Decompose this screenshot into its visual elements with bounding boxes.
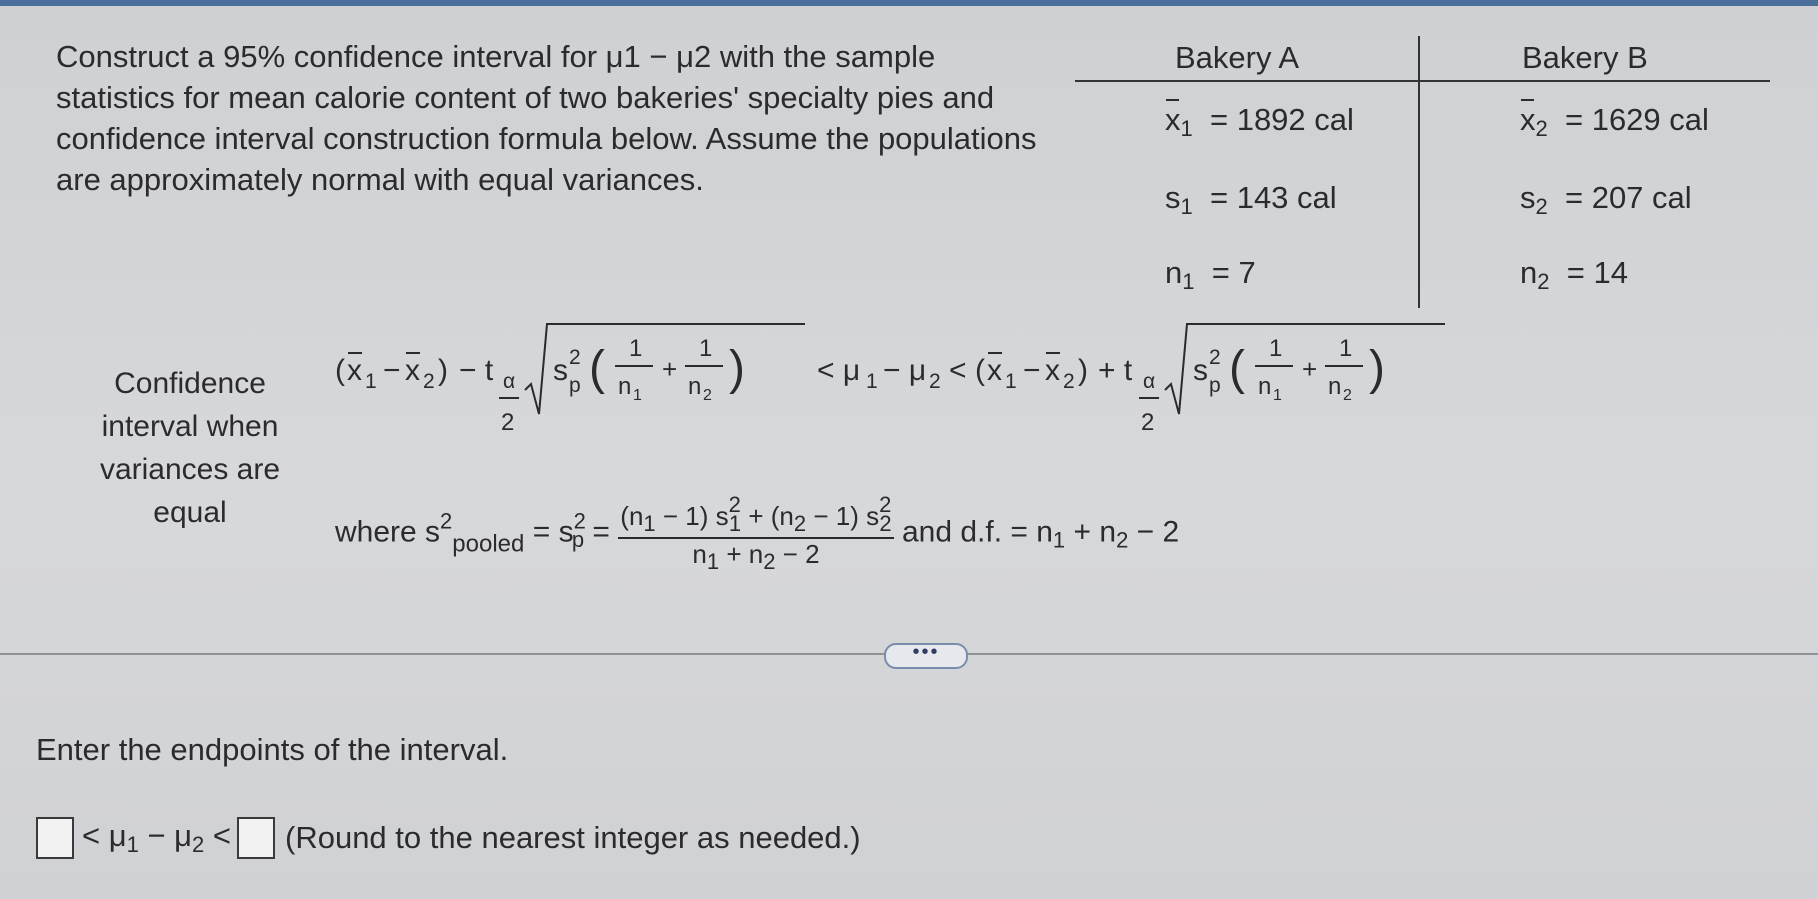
svg-text:(: ( [335,354,345,387]
svg-text:2: 2 [1209,346,1221,369]
svg-text:1: 1 [699,335,713,362]
prompt-text: Enter the endpoints of the interval. [36,732,509,767]
round-note: (Round to the nearest integer as needed.) [285,820,861,855]
svg-text:1: 1 [866,370,878,393]
svg-text:): ) [729,342,745,395]
svg-text:2: 2 [1141,409,1155,436]
pooled-variance-formula: where $s^2_{pooled} = s^2_p$ = $\frac{(n_1 - 1) s^2_1 + (n_2 - 1) s^2_2}{n_1 + n_2 - 2}$ and d.f. = $n_1 + n_2 - 2$ [335,492,1180,574]
bakery-a-n: $n_1 = 7$ [1165,255,1256,294]
svg-text:−: − [1023,354,1041,387]
svg-text:1: 1 [1005,370,1017,393]
svg-text:2: 2 [423,370,435,393]
ci-formula [335,318,1475,443]
svg-text:2: 2 [703,387,712,404]
svg-text:2: 2 [501,409,515,436]
svg-text:2: 2 [929,370,941,393]
svg-text:): ) [1369,342,1385,395]
svg-text:1: 1 [633,387,642,404]
svg-text:+ t: + t [1098,354,1133,387]
svg-text:(: ( [975,354,985,387]
svg-text:− μ: − μ [883,354,927,387]
svg-text:(: ( [589,342,605,395]
bakery-a-header: Bakery A [1175,40,1300,75]
svg-text:1: 1 [1273,387,1282,404]
table-column-rule [1418,36,1420,308]
svg-text:x: x [405,354,420,387]
svg-text:−: − [383,354,401,387]
bakery-b-sd: $s_2 = 207$ cal [1520,180,1692,219]
svg-text:+: + [662,354,678,384]
svg-text:− t: − t [459,354,494,387]
svg-text:α: α [1143,370,1156,393]
answer-inequality: < $\mu_1 - \mu_2$ < [82,818,231,857]
show-more-button[interactable]: ••• [884,643,968,669]
svg-text:): ) [438,354,448,387]
svg-text:1: 1 [1269,335,1283,362]
svg-text:s: s [1193,354,1208,387]
svg-text:s: s [553,354,568,387]
svg-text:p: p [569,374,581,397]
svg-text:< μ: < μ [817,354,861,387]
answer-row [36,815,861,861]
svg-text:1: 1 [629,335,643,362]
svg-text:n: n [688,373,702,400]
bakery-b-mean: $x_2 = 1629$ cal [1520,102,1709,141]
svg-text:2: 2 [1343,387,1352,404]
svg-text:n: n [618,373,632,400]
problem-statement: Construct a 95% confidence interval for μ1 − μ2 with the sample statistics for mean calorie content of two bakeries' specialty pies and confidence interval construction formula below. Assume the populations are approximately normal with equal variances. [56,39,1037,197]
svg-text:): ) [1078,354,1088,387]
svg-text:x: x [987,354,1002,387]
svg-text:<: < [949,354,967,387]
svg-text:1: 1 [1339,335,1353,362]
ci-label: Confidence interval when variances are equal [99,367,281,529]
svg-text:x: x [347,354,362,387]
svg-text:n: n [1258,373,1272,400]
svg-text:p: p [1209,374,1221,397]
svg-text:α: α [503,370,516,393]
bakery-a-mean: $x_1 = 1892$ cal [1165,102,1354,141]
svg-text:+: + [1302,354,1318,384]
svg-text:2: 2 [569,346,581,369]
svg-text:1: 1 [365,370,377,393]
bakery-b-header: Bakery B [1522,40,1648,75]
bakery-b-n: $n_2 = 14$ [1520,255,1628,294]
bakery-a-sd: $s_1 = 143$ cal [1165,180,1337,219]
table-header-rule [1075,80,1770,82]
lower-endpoint-input[interactable] [36,817,74,859]
top-accent-bar [0,0,1818,6]
svg-text:x: x [1045,354,1060,387]
svg-text:2: 2 [1063,370,1075,393]
svg-text:n: n [1328,373,1342,400]
upper-endpoint-input[interactable] [237,817,275,859]
svg-text:(: ( [1229,342,1245,395]
